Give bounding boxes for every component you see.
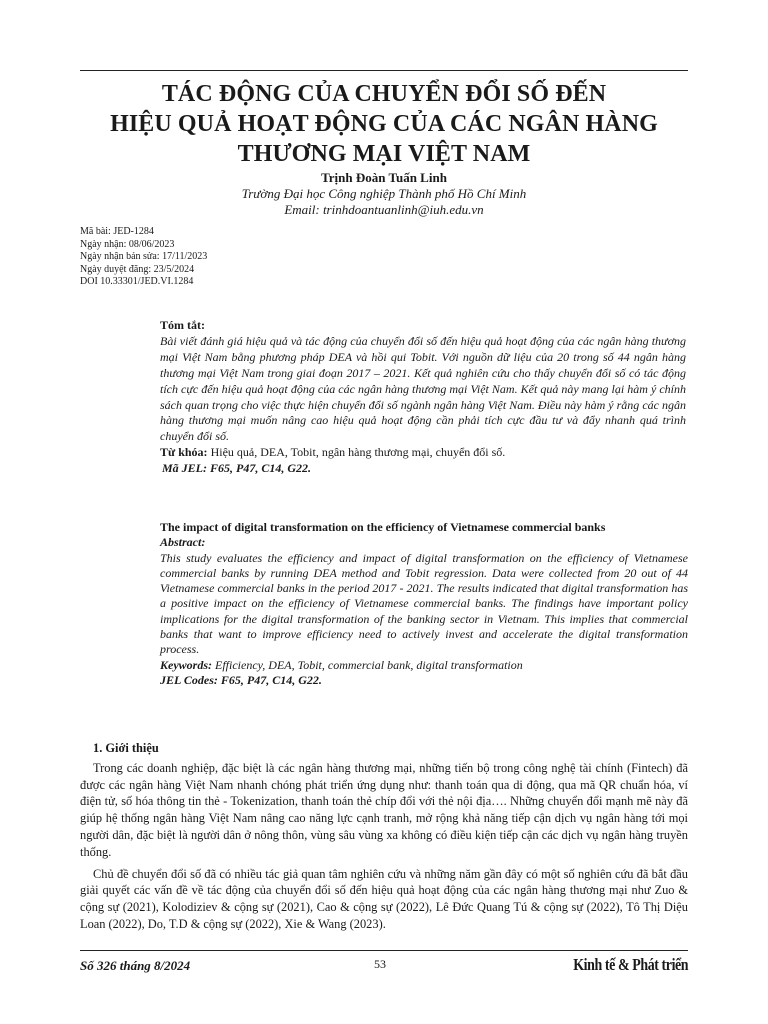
title-line-1: TÁC ĐỘNG CỦA CHUYỂN ĐỔI SỐ ĐẾN [161, 81, 607, 107]
author-name: Trịnh Đoàn Tuấn Linh [321, 170, 447, 185]
doi: DOI 10.33301/JED.VI.1284 [80, 276, 194, 288]
english-title: The impact of digital transformation on the efficiency of Vietnamese commercial banks [160, 520, 606, 534]
abstract-vietnamese [160, 318, 686, 477]
section-heading: 1. Giới thiệu [93, 741, 159, 755]
abstract-vi-label: Tóm tắt: [160, 318, 205, 332]
received-date: Ngày nhận: 08/06/2023 [80, 238, 175, 250]
article-title [80, 79, 688, 169]
abstract-en-text: This study evaluates the efficiency and impact of digital transformation on the efficiency of Vietnamese commercial banks by running DEA method and Tobit regression. Data were collected from 20 out of 44 Vietnamese commercial banks in the period 2017 - 2021. The results indicated that digital transformation has a positive impact on the efficiency of Vietnamese commercial banks. The findings have important policy implications for the digital transformation of the banking sector in Vietnam. This implies that commercial banks that want to improve efficiency need to actively invest and accelerate the digital transformation process. [160, 550, 688, 657]
keywords-en-label: Keywords: [160, 657, 212, 672]
author-affiliation: Trường Đại học Công nghiệp Thành phố Hồ Chí Minh [241, 186, 527, 201]
abstract-vi-text: Bài viết đánh giá hiệu quả và tác động của chuyển đổi số đến hiệu quả hoạt động của các ngân hàng thương mại Việt Nam bằng phương pháp DEA và hồi qui Tobit. Với nguồn dữ liệu của 20 trong số 44 ngân hàng thương mại Việt Nam trong giai đoạn 2017 – 2021. Kết quả nghiên cứu cho thấy chuyển đổi số có tác động tích cực đến hiệu quả hoạt động của các ngân hàng thương mại Việt Nam. Kết quả này mang lại hàm ý chính sách quan trọng cho việc thực hiện chuyển đổi số ngành ngân hàng Việt Nam. Điều này hàm ý rằng các ngân hàng thương mại muốn nâng cao hiệu quả hoạt động cần phải tích cực đầu tư và đẩy nhanh quá trình chuyển đổi số. [160, 333, 686, 444]
keywords-vi-text: Hiệu quả, DEA, Tobit, ngân hàng thương mại, chuyển đổi số. [207, 445, 506, 460]
keywords-vi [160, 445, 686, 461]
keywords-vi-label: Từ khóa: [160, 445, 208, 460]
revised-date: Ngày nhận bản sửa: 17/11/2023 [80, 251, 208, 263]
footer-rule [80, 950, 688, 951]
jel-vi: Mã JEL: F65, P47, C14, G22. [162, 461, 312, 476]
article-code: Mã bài: JED-1284 [80, 226, 154, 237]
footer-issue: Số 326 tháng 8/2024 [80, 958, 191, 973]
article-metadata [80, 226, 380, 289]
top-rule [80, 70, 688, 71]
intro-paragraph-2: Chủ đề chuyển đổi số đã có nhiều tác giả quan tâm nghiên cứu và những năm gần đây có một số nghiên cứu đã bắt đầu giải quyết các vấn đề về tác động của chuyển đổi số đến hiệu quả hoạt động của các ngân hàng thương mại như Zuo & cộng sự (2021), Kolodiziev & cộng sự (2021), Cao & cộng sự (2022), Lê Đức Quang Tú & cộng sự (2022), Tô Thị Diệu Loan (2022), Do, T.D & cộng sự (2022), Xie & Wang (2023). [80, 866, 688, 931]
jel-en: JEL Codes: F65, P47, C14, G22. [160, 672, 322, 687]
author-email: Email: trinhdoantuanlinh@iuh.edu.vn [284, 202, 484, 217]
title-line-2: HIỆU QUẢ HOẠT ĐỘNG CỦA CÁC NGÂN HÀNG [110, 111, 658, 137]
keywords-en [160, 658, 688, 673]
title-line-3: THƯƠNG MẠI VIỆT NAM [237, 141, 531, 167]
intro-paragraph-1: Trong các doanh nghiệp, đặc biệt là các ngân hàng thương mại, những tiến bộ trong công nghệ tài chính (Fintech) đã được các ngân hàng Việt Nam nhanh chóng phát triển ứng dụng như: thanh toán qua di động, qua mã QR chuẩn hóa, ví điện tử, số hóa thông tin thẻ - Tokenization, thanh toán thẻ chíp đổi với thẻ nội địa…. Những chuyển đổi mạnh mẽ này đã giúp hệ thống ngân hàng Việt Nam nâng cao năng lực cạnh tranh, mở rộng khả năng tiếp cận dịch vụ ngân hàng tới mọi người dân, đặc biệt là người dân ở nông thôn, vùng sâu vùng xa không có điều kiện tiếp cận các dịch vụ ngân hàng truyền thống. [80, 760, 688, 859]
abstract-english [160, 520, 688, 688]
accepted-date: Ngày duyệt đăng: 23/5/2024 [80, 263, 195, 275]
abstract-en-label: Abstract: [160, 535, 206, 550]
section-introduction [80, 740, 688, 938]
page-number: 53 [374, 957, 386, 971]
author-block [80, 170, 688, 218]
keywords-en-text: Efficiency, DEA, Tobit, commercial bank, digital transformation [212, 657, 523, 672]
journal-logo: Kinh tế & Phát triển [573, 955, 688, 974]
